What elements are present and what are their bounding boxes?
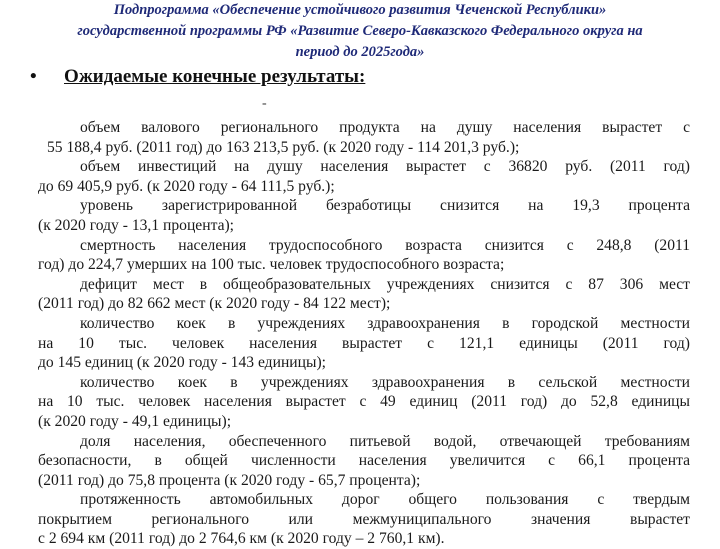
paragraph-line: протяженность автомобильных дорог общего пользования с твердым xyxy=(80,491,690,509)
result-paragraph xyxy=(38,196,690,235)
result-paragraph xyxy=(38,118,690,157)
paragraph-line: количество коек в учреждениях здравоохранения в сельской местности xyxy=(80,373,690,391)
paragraph-line: (2011 год) до 82 662 мест (к 2020 году - 84 122 мест); xyxy=(38,295,391,313)
paragraph-line: объем инвестиций на душу населения вырастет с 36820 руб. (2011 год) xyxy=(80,158,690,176)
results-list xyxy=(38,118,690,549)
paragraph-line: до 69 405,9 руб. (к 2020 году - 64 111,5 руб.); xyxy=(38,177,335,195)
paragraph-line: до 145 единиц (к 2020 году - 143 единицы); xyxy=(38,354,326,372)
result-paragraph xyxy=(38,236,690,275)
paragraph-line: смертность населения трудоспособного возраста снизится с 248,8 (2011 xyxy=(80,236,690,254)
section-title: Ожидаемые конечные результаты: xyxy=(64,66,366,87)
result-paragraph xyxy=(38,314,690,373)
bullet-icon: • xyxy=(30,66,37,87)
paragraph-line: уровень зарегистрированной безработицы снизится на 19,3 процента xyxy=(80,197,690,215)
paragraph-line: безопасности, в общей численности населения увеличится с 66,1 процента xyxy=(38,452,690,470)
paragraph-line: количество коек в учреждениях здравоохранения в городской местности xyxy=(80,314,690,332)
paragraph-line: (к 2020 году - 49,1 единицы); xyxy=(38,412,232,430)
paragraph-line: покрытием регионального или межмуниципального значения вырастет xyxy=(38,510,690,528)
result-paragraph xyxy=(38,432,690,491)
result-paragraph xyxy=(38,490,690,549)
paragraph-line: на 10 тыс. человек населения вырастет с 121,1 единицы (2011 год) xyxy=(38,334,690,352)
section-heading xyxy=(30,66,365,88)
paragraph-line: доля населения, обеспеченного питьевой водой, отвечающей требованиям xyxy=(80,432,690,450)
result-paragraph xyxy=(38,373,690,432)
paragraph-line: (к 2020 году - 13,1 процента); xyxy=(38,216,235,234)
paragraph-line: (2011 год) до 75,8 процента (к 2020 году - 65,7 процента); xyxy=(38,471,421,489)
paragraph-line: год) до 224,7 умерших на 100 тыс. человек трудоспособного возраста; xyxy=(38,256,505,274)
slide-header xyxy=(20,0,700,63)
paragraph-line: с 2 694 км (2011 год) до 2 764,6 км (к 2020 году – 2 760,1 км). xyxy=(38,530,445,548)
header-line: Подпрограмма «Обеспечение устойчивого развития Чеченской Республики» xyxy=(113,2,607,18)
result-paragraph xyxy=(38,157,690,196)
header-line: период до 2025года» xyxy=(295,44,425,60)
paragraph-line: 55 188,4 руб. (2011 год) до 163 213,5 руб. (к 2020 году - 114 201,3 руб.); xyxy=(47,138,520,156)
paragraph-line: на 10 тыс. человек населения вырастет с 49 единиц (2011 год) до 52,8 единицы xyxy=(38,393,690,411)
dash-mark: - xyxy=(262,96,267,111)
result-paragraph xyxy=(38,275,690,314)
header-line: государственной программы РФ «Развитие Северо-Кавказского Федерального округа на xyxy=(77,23,643,39)
paragraph-line: дефицит мест в общеобразовательных учреждениях снизится с 87 306 мест xyxy=(80,275,690,293)
paragraph-line: объем валового регионального продукта на душу населения вырастет с xyxy=(80,119,690,136)
